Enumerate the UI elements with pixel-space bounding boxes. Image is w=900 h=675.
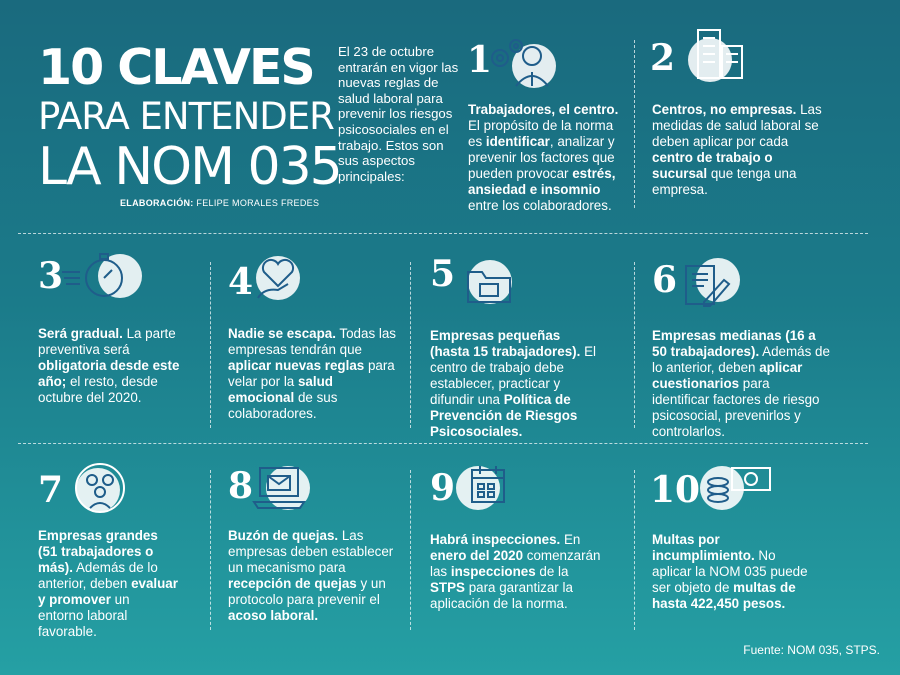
credit-label: ELABORACIÓN: (120, 198, 194, 208)
key-text-run: para identificar factores de riesgo psicosocial, prevenirlos y controlarlos. (652, 376, 820, 439)
key-number: 9 (430, 467, 456, 509)
key-text-bold: Nadie se escapa. (228, 326, 336, 341)
key-text (468, 102, 626, 214)
key-text-bold: inspecciones (450, 564, 536, 579)
key-text (228, 528, 400, 624)
mail-laptop-icon (252, 462, 308, 517)
key-number: 5 (430, 253, 456, 295)
key-text-run: para velar por la (228, 358, 395, 389)
key-text-bold: recepción de quejas (228, 576, 357, 591)
hand-heart-icon (254, 252, 304, 307)
col-divider (634, 40, 635, 208)
main-title-line2: PARA ENTENDER (38, 95, 334, 138)
key-text-run: el resto, desde octubre del 2020. (38, 374, 158, 405)
key-number: 1 (467, 39, 493, 81)
key-text (430, 328, 602, 440)
people-group-icon (72, 462, 128, 519)
key-text-bold: multas de hasta 422,450 pesos. (652, 580, 796, 611)
key-text-run: La parte preventiva será (38, 326, 176, 357)
folder-icon (464, 262, 518, 313)
key-text-bold: aplicar nuevas reglas (228, 358, 365, 373)
key-number: 2 (650, 37, 676, 79)
key-text-bold: acoso laboral. (228, 608, 319, 623)
key-text (38, 528, 178, 640)
key-number: 3 (38, 255, 64, 297)
main-title-line1: 10 CLAVES (38, 39, 314, 96)
key-text-bold: Buzón de quejas. (228, 528, 339, 543)
key-text-run: Las medidas de salud laboral se deben aplicar por cada (652, 102, 822, 149)
key-text-run: para garantizar la aplicación de la norma. (430, 580, 573, 611)
key-number: 10 (650, 469, 701, 511)
key-text-run: Las empresas deben establecer un mecanismo para (228, 528, 394, 575)
key-text-run: comenzarán las (430, 548, 601, 579)
row-divider-2 (18, 443, 868, 444)
key-text-bold: identificar (485, 134, 550, 149)
key-text-bold: Empresas grandes (51 trabajadores o más). (38, 528, 158, 575)
intro-text: El 23 de octubre entrarán en vigor las nuevas reglas de salud laboral para prevenir los riesgos psicosociales en el trabajo. Estos son sus aspectos principales: (338, 44, 459, 184)
col-divider (410, 262, 411, 428)
main-title-line3: LA NOM 035 (38, 137, 341, 197)
key-text-run: entre los colaboradores. (468, 198, 612, 213)
key-text-bold: obligatoria desde este año; (38, 358, 180, 389)
key-text-bold: Multas por incumplimiento. (652, 532, 755, 563)
credit (120, 198, 319, 208)
key-text-run: El centro de trabajo debe establecer, practicar y difundir una (430, 344, 596, 407)
key-text (228, 326, 398, 422)
key-number: 6 (652, 259, 678, 301)
key-text-bold: STPS (430, 580, 465, 595)
key-number: 4 (228, 261, 254, 303)
key-text (38, 326, 200, 406)
key-text-bold: Empresas pequeñas (hasta 15 trabajadores). (430, 328, 581, 359)
col-divider (410, 470, 411, 630)
key-number: 7 (38, 469, 64, 511)
key-text-bold: enero del 2020 (430, 548, 524, 563)
col-divider (210, 262, 211, 428)
key-text-run: No aplicar la NOM 035 puede ser objeto de (652, 548, 808, 595)
source-note: Fuente: NOM 035, STPS. (743, 643, 880, 657)
money-coins-icon (702, 462, 774, 517)
office-buildings-icon (694, 28, 750, 87)
key-text (652, 328, 830, 440)
key-text (652, 532, 812, 612)
key-text-bold: Será gradual. (38, 326, 123, 341)
key-text-bold: centro de trabajo o sucursal (652, 150, 773, 181)
key-text-run: de la (535, 564, 569, 579)
key-text-bold: Empresas medianas (16 a 50 trabajadores). (652, 328, 816, 359)
key-text-bold: evaluar y promover (38, 576, 178, 607)
key-text (652, 102, 822, 198)
key-number: 8 (228, 465, 254, 507)
row-divider-1 (18, 233, 868, 234)
key-text-run: En (560, 532, 581, 547)
col-divider (634, 262, 635, 428)
key-text-bold: Política de Prevención de Riesgos Psicosociales. (430, 392, 578, 439)
key-text-run: Además de lo anterior, deben (38, 560, 158, 591)
credit-name: FELIPE MORALES FREDES (196, 198, 320, 208)
key-text-run: El propósito de la norma es (468, 118, 614, 149)
key-text-bold: salud emocional (228, 374, 333, 405)
col-divider (634, 470, 635, 630)
key-text (430, 532, 602, 612)
key-text-bold: Habrá inspecciones. (430, 532, 561, 547)
worker-gears-icon (486, 36, 560, 101)
key-text-run: de sus colaboradores. (228, 390, 338, 421)
key-text-run: un entorno laboral favorable. (38, 592, 130, 639)
key-text-bold: Centros, no empresas. (652, 102, 797, 117)
document-pen-icon (684, 262, 734, 315)
stopwatch-icon (62, 252, 132, 307)
key-text-bold: aplicar cuestionarios (652, 360, 803, 391)
key-text-run: Además de lo anterior, deben (652, 344, 830, 375)
key-text-bold: estrés, ansiedad e insomnio (468, 166, 616, 197)
key-text-bold: Trabajadores, el centro. (468, 102, 619, 117)
calendar-icon (468, 462, 512, 513)
key-text-run: , analizar y prevenir los factores que pueden provocar (468, 134, 615, 181)
key-text-run: Todas las empresas tendrán que (228, 326, 396, 357)
col-divider (210, 470, 211, 630)
key-text-run: que tenga una empresa. (652, 166, 797, 197)
key-text-run: y un protocolo para prevenir el (228, 576, 386, 607)
